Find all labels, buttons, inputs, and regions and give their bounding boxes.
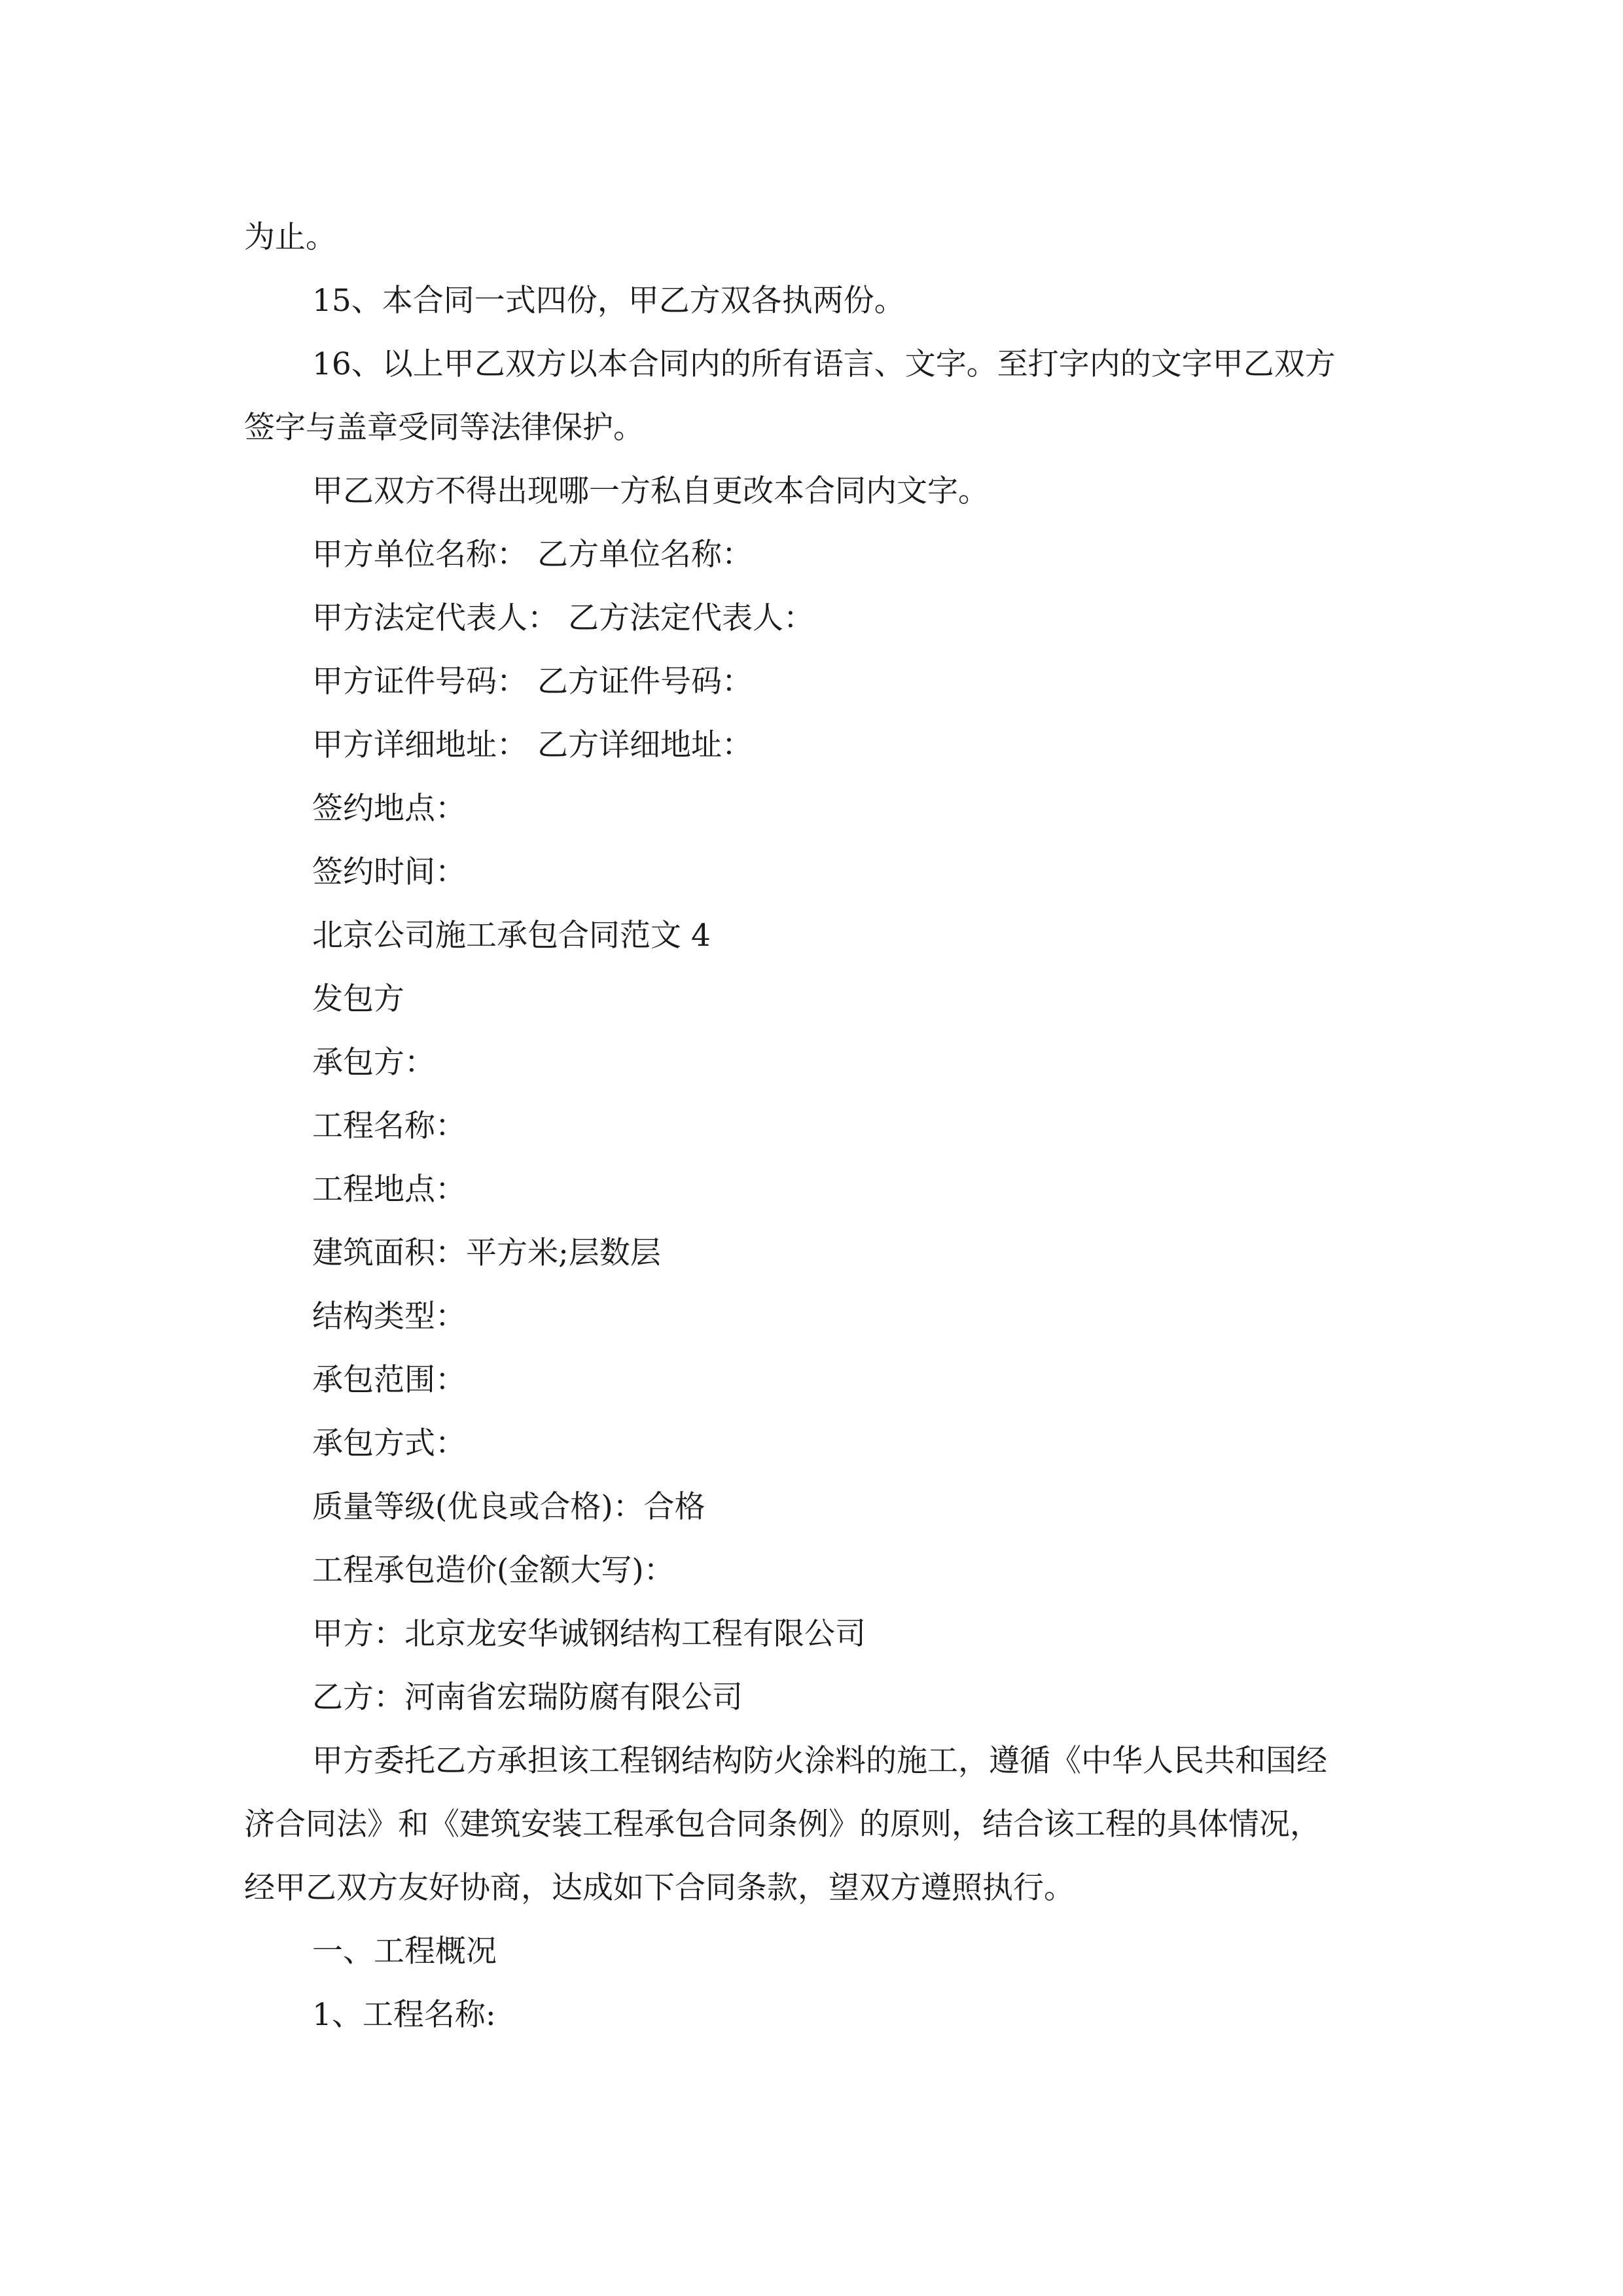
text-line: 承包范围： — [312, 1362, 466, 1398]
text-line: 承包方式： — [312, 1426, 466, 1462]
text-line: 乙方：河南省宏瑞防腐有限公司 — [312, 1679, 743, 1715]
text-line: 签约地点： — [312, 791, 466, 827]
text-line: 甲方：北京龙安华诚钢结构工程有限公司 — [312, 1616, 866, 1652]
text-line: 1、工程名称: — [312, 1997, 496, 2033]
section-heading: 北京公司施工承包合同范文 4 — [312, 918, 711, 954]
document-body — [244, 206, 1383, 2047]
text-line: 经甲乙双方友好协商，达成如下合同条款，望双方遵照执行。 — [244, 1870, 1075, 1906]
text-line: 甲乙双方不得出现哪一方私自更改本合同内文字。 — [312, 473, 989, 509]
text-line: 甲方单位名称： 乙方单位名称： — [312, 537, 753, 573]
text-line: 15、本合同一式四份，甲乙方双各执两份。 — [312, 283, 905, 319]
text-line: 16、以上甲乙双方以本合同内的所有语言、文字。至打字内的文字甲乙双方 — [312, 346, 1336, 382]
text-line: 济合同法》和《建筑安装工程承包合同条例》的原则，结合该工程的具体情况， — [244, 1806, 1321, 1842]
text-line: 签约时间： — [312, 854, 466, 890]
text-line: 质量等级(优良或合格)：合格 — [312, 1489, 705, 1525]
text-line: 建筑面积：平方米;层数层 — [312, 1235, 661, 1271]
text-line: 结构类型： — [312, 1299, 466, 1335]
text-line: 甲方证件号码： 乙方证件号码： — [312, 664, 753, 700]
text-line: 甲方详细地址： 乙方详细地址： — [312, 727, 753, 763]
text-line: 甲方委托乙方承担该工程钢结构防火涂料的施工，遵循《中华人民共和国经 — [312, 1743, 1327, 1779]
text-line: 发包方 — [312, 981, 404, 1017]
text-line: 签字与盖章受同等法律保护。 — [244, 410, 644, 446]
text-line: 承包方： — [312, 1045, 435, 1081]
text-line: 工程承包造价(金额大写)： — [312, 1552, 675, 1588]
section-heading: 一、工程概况 — [312, 1933, 497, 1969]
text-line: 工程名称： — [312, 1108, 466, 1144]
text-line: 工程地点： — [312, 1172, 466, 1208]
text-line: 甲方法定代表人： 乙方法定代表人： — [312, 600, 814, 636]
text-line: 为止。 — [244, 219, 336, 255]
